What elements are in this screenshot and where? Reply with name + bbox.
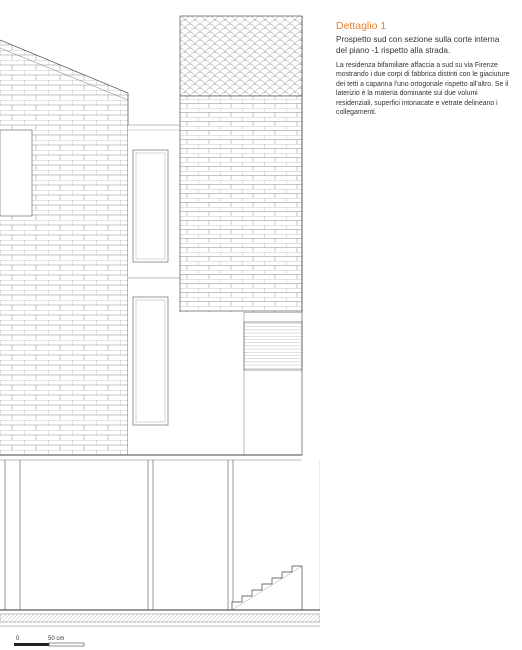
caption-subtitle: Prospetto sud con sezione sulla corte interna del piano -1 rispetto alla strada.: [336, 35, 500, 55]
right-brick-volume: [180, 16, 302, 312]
ground-line: [0, 610, 320, 626]
central-connection: [128, 125, 180, 455]
courtyard-stairs: [232, 566, 302, 610]
scale-bar: [14, 636, 84, 646]
scale-zero-label: 0: [16, 636, 20, 642]
left-wall-opening: [0, 130, 32, 216]
caption-title: Dettaglio 1: [336, 20, 387, 32]
slatted-panel: [180, 312, 302, 455]
floor-slab: [0, 455, 302, 460]
caption-panel: [336, 20, 512, 117]
left-brick-volume: [0, 40, 128, 455]
caption-body: La residenza bifamiliare affaccia a sud su via Firenze mostrando i due corpi di fabbrica distinti con le giaciuture dei tetti a capanna l'uno ortogonale rispetto all'altro. Se il laterizio è la materia dominante sui due volumi residenziali, superfici intonacate e vetrate delineano i collegamenti.: [336, 62, 510, 117]
scale-length-label: 50 cm: [48, 636, 65, 642]
